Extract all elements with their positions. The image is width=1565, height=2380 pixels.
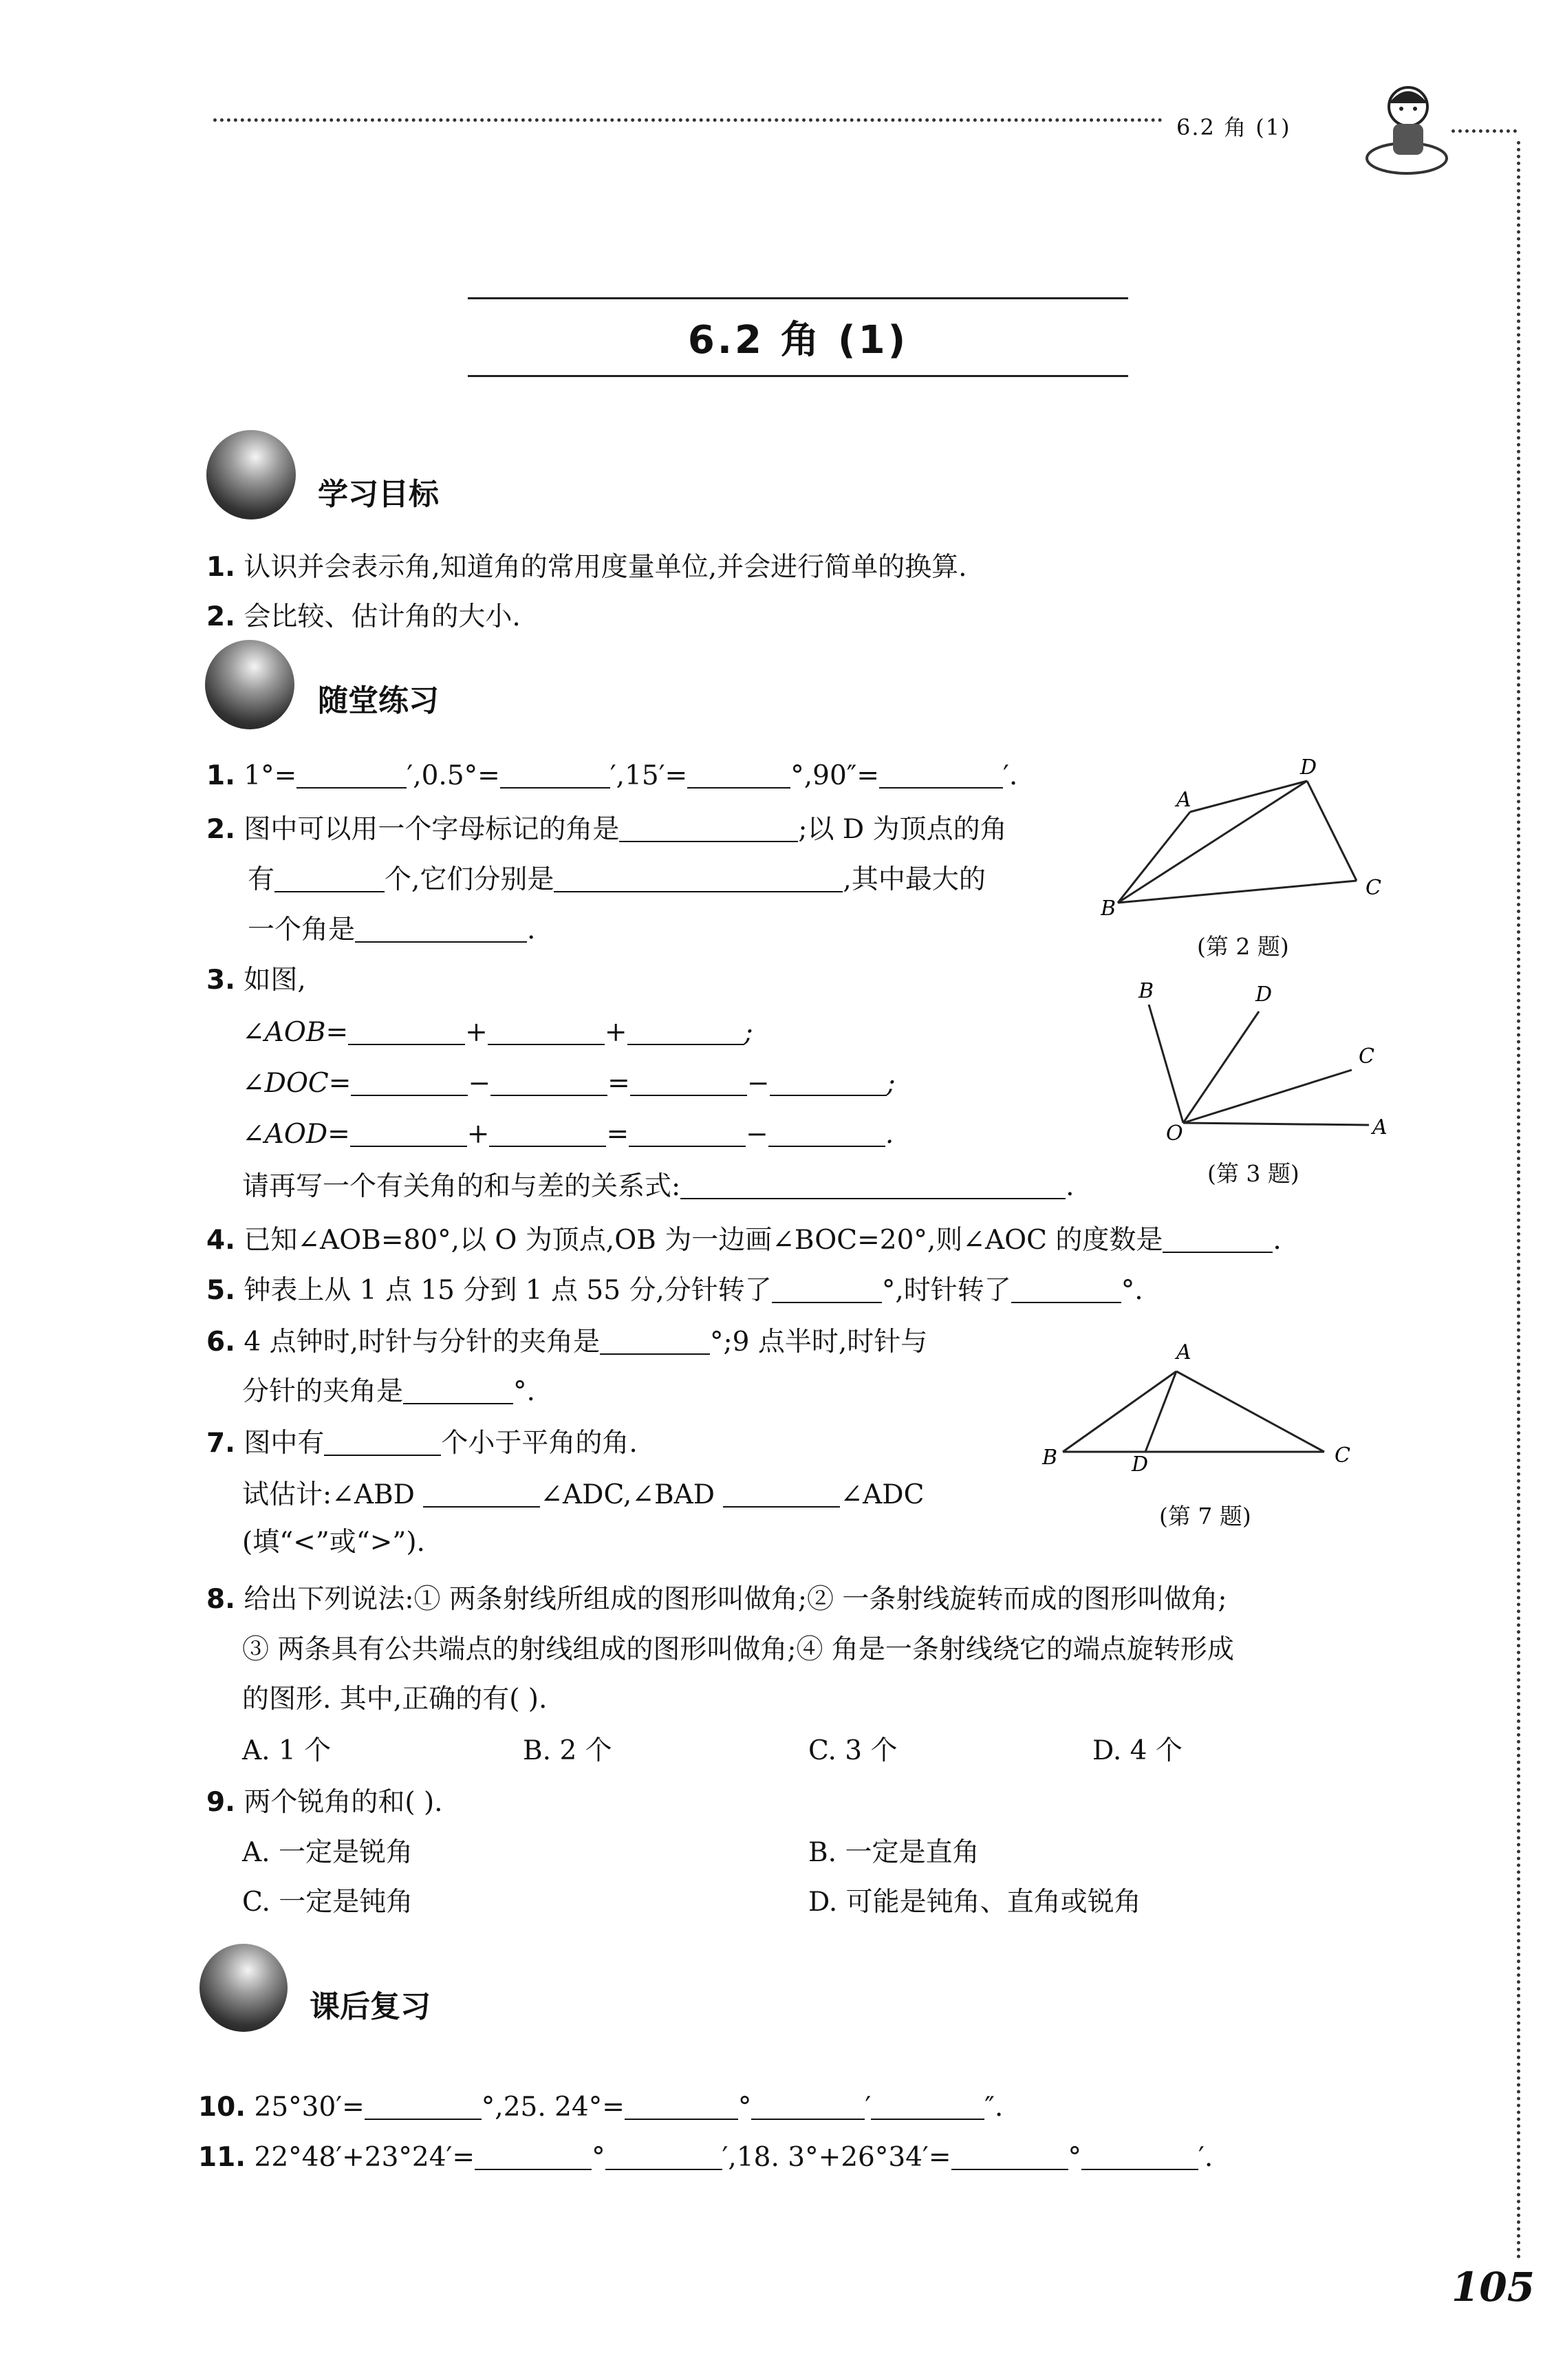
- question-5: 5. 钟表上从 1 点 15 分到 1 点 55 分,分针转了 °,时针转了 °.: [206, 1275, 1143, 1307]
- q8-option-b: B. 2 个: [523, 1735, 612, 1766]
- question-8-line-1: 8. 给出下列说法:① 两条射线所组成的图形叫做角;② 一条射线旋转而成的图形叫做角;: [206, 1584, 1227, 1615]
- section-ball-icon: [206, 430, 296, 519]
- page-number: 105: [1451, 2264, 1535, 2311]
- fig7-label-d: D: [1132, 1452, 1149, 1476]
- section-practice: 随堂练习: [318, 683, 439, 718]
- fig2-label-a: A: [1176, 788, 1191, 812]
- fig3-label-a: A: [1372, 1115, 1388, 1139]
- question-8-line-2: ③ 两条具有公共端点的射线组成的图形叫做角;④ 角是一条射线绕它的端点旋转形成: [242, 1634, 1234, 1665]
- question-11: 11. 22°48′+23°24′= ° ′,18. 3°+26°34′= ° ′.: [198, 2142, 1213, 2174]
- goal-1: 1. 认识并会表示角,知道角的常用度量单位,并会进行简单的换算.: [206, 552, 967, 583]
- question-2-line-1: 2. 图中可以用一个字母标记的角是 ;以 D 为顶点的角: [206, 814, 1007, 846]
- fig3-label-b: B: [1138, 979, 1154, 1003]
- q8-option-c: C. 3 个: [808, 1735, 898, 1766]
- fig7-label-b: B: [1042, 1446, 1058, 1470]
- question-9: 9. 两个锐角的和( ).: [206, 1787, 443, 1818]
- question-2-line-3: 一个角是 .: [248, 914, 536, 946]
- figure-3-caption: (第 3 题): [1207, 1160, 1299, 1187]
- header-rule-right: [1451, 129, 1517, 133]
- fig3-label-o: O: [1166, 1122, 1183, 1142]
- figure-7-caption: (第 7 题): [1159, 1503, 1251, 1530]
- question-3-aob: ∠AOB= + + ;: [242, 1017, 753, 1049]
- section-ball-icon: [199, 1944, 288, 2032]
- fig7-label-c: C: [1335, 1444, 1350, 1468]
- section-review: 课后复习: [310, 1989, 431, 2024]
- q9-option-b: B. 一定是直角: [808, 1837, 980, 1868]
- question-3-intro: 3. 如图,: [206, 965, 306, 996]
- question-1: 1. 1°= ′,0.5°= ′,15′= °,90″= ′.: [206, 760, 1018, 792]
- q8-option-d: D. 4 个: [1092, 1735, 1183, 1766]
- question-10: 10. 25°30′= °,25. 24°= ° ′ ″.: [198, 2092, 1004, 2123]
- fig2-label-c: C: [1366, 876, 1381, 900]
- question-7-line-1: 7. 图中有 个小于平角的角.: [206, 1428, 638, 1459]
- section-goals: 学习目标: [318, 477, 439, 512]
- question-3-aod: ∠AOD= + = − .: [242, 1119, 894, 1150]
- figure-2: [1101, 757, 1390, 922]
- cartoon-reader-icon: [1359, 76, 1455, 186]
- fig3-label-c: C: [1359, 1044, 1374, 1069]
- q9-option-c: C. 一定是钝角: [242, 1887, 413, 1918]
- goal-2: 2. 会比较、估计角的大小.: [206, 601, 521, 632]
- question-7-line-2: 试估计:∠ABD ∠ADC,∠BAD ∠ADC: [242, 1479, 925, 1511]
- header-rule: [213, 118, 1163, 122]
- q9-option-d: D. 可能是钝角、直角或锐角: [808, 1887, 1141, 1918]
- fig7-label-a: A: [1176, 1340, 1191, 1364]
- q9-option-a: A. 一定是锐角: [242, 1837, 413, 1868]
- figure-3: [1128, 977, 1403, 1142]
- question-7-line-3: (填“<”或“>”).: [242, 1527, 425, 1558]
- header-section: 6.2 角 (1): [1176, 114, 1291, 140]
- question-3-doc: ∠DOC= − = − ;: [242, 1068, 896, 1100]
- page-title: 6.2 角 (1): [687, 318, 909, 363]
- margin-rule: [1517, 141, 1520, 2260]
- figure-7: [1035, 1338, 1359, 1476]
- q8-option-a: A. 1 个: [242, 1735, 332, 1766]
- fig3-label-d: D: [1255, 983, 1273, 1007]
- fig2-label-b: B: [1101, 897, 1116, 921]
- section-ball-icon: [205, 640, 294, 729]
- fig2-label-d: D: [1300, 757, 1317, 780]
- question-6-line-2: 分针的夹角是 °.: [242, 1376, 535, 1408]
- question-4: 4. 已知∠AOB=80°,以 O 为顶点,OB 为一边画∠BOC=20°,则∠AOC 的度数是 .: [206, 1225, 1282, 1256]
- title-rule-top: [468, 297, 1128, 299]
- question-2-line-2: 有 个,它们分别是 ,其中最大的: [248, 864, 986, 896]
- question-3-extra: 请再写一个有关角的和与差的关系式: .: [242, 1171, 1075, 1203]
- figure-2-caption: (第 2 题): [1197, 933, 1289, 960]
- question-8-line-3: 的图形. 其中,正确的有( ).: [242, 1684, 548, 1715]
- question-6-line-1: 6. 4 点钟时,时针与分针的夹角是 °;9 点半时,时针与: [206, 1327, 928, 1358]
- title-rule-bottom: [468, 375, 1128, 377]
